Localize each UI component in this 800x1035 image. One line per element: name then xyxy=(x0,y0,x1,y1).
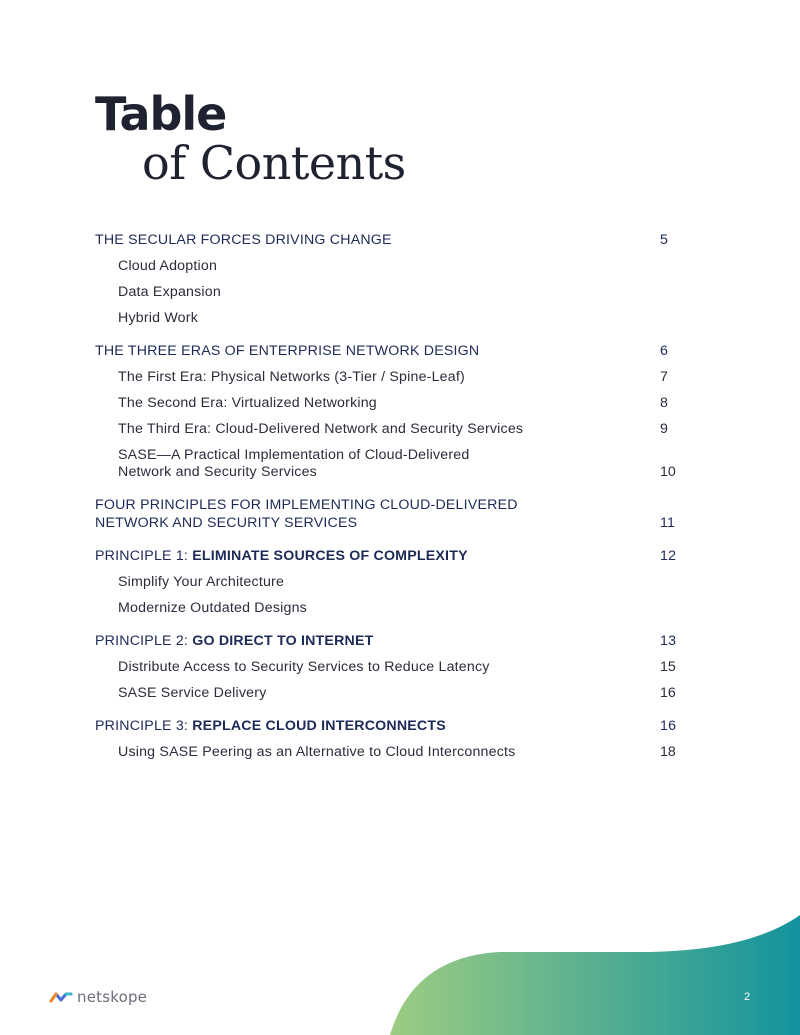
toc-section-label: THE SECULAR FORCES DRIVING CHANGE xyxy=(95,232,392,248)
toc-section-label: THE THREE ERAS OF ENTERPRISE NETWORK DESIGN xyxy=(95,343,480,359)
toc-section-title: REPLACE CLOUD INTERCONNECTS xyxy=(192,718,446,734)
toc-entry-label: Modernize Outdated Designs xyxy=(118,600,307,616)
netskope-logo xyxy=(49,988,147,1006)
toc-section-label-line-2: NETWORK AND SECURITY SERVICES xyxy=(95,515,358,531)
toc-section-prefix: PRINCIPLE 3: xyxy=(95,718,193,734)
toc-entry-label: Data Expansion xyxy=(118,284,221,300)
toc-entry-label: The Third Era: Cloud-Delivered Network and Security Services xyxy=(118,421,524,437)
toc-page-number: 15 xyxy=(660,659,676,675)
toc-entry-label-line-2: Network and Security Services xyxy=(118,464,317,480)
toc-section-prefix: PRINCIPLE 1: xyxy=(95,548,193,564)
toc-page-number: 6 xyxy=(660,343,669,359)
toc-page-number: 16 xyxy=(660,685,676,701)
logo-text: netskope xyxy=(77,988,148,1006)
toc-page-number: 9 xyxy=(660,421,668,437)
toc-page-number: 13 xyxy=(660,633,677,649)
toc-page-number: 7 xyxy=(660,369,668,385)
toc-page-number: 11 xyxy=(660,515,676,531)
page-number: 2 xyxy=(744,991,751,1003)
toc-entry-label: Hybrid Work xyxy=(118,310,198,326)
toc-entry-label-line-1: SASE—A Practical Implementation of Cloud-Delivered xyxy=(118,447,470,463)
toc-page-number: 18 xyxy=(660,744,676,760)
toc-entry-label: SASE Service Delivery xyxy=(118,685,267,701)
toc-page-number: 10 xyxy=(660,464,676,480)
netskope-logo-icon xyxy=(49,990,73,1004)
toc-entry-label: Using SASE Peering as an Alternative to Cloud Interconnects xyxy=(118,744,516,760)
toc-page-number: 12 xyxy=(660,548,677,564)
toc-section-title: ELIMINATE SOURCES OF COMPLEXITY xyxy=(192,548,468,564)
toc-entry-label: Cloud Adoption xyxy=(118,258,218,274)
toc-section-title: GO DIRECT TO INTERNET xyxy=(192,633,374,649)
toc-entry-label: The First Era: Physical Networks (3-Tier / Spine-Leaf) xyxy=(118,369,465,385)
title-line-2: of Contents xyxy=(142,136,406,190)
toc-entry-label: The Second Era: Virtualized Networking xyxy=(118,395,377,411)
toc-page-number: 8 xyxy=(660,395,668,411)
toc-page-number: 5 xyxy=(660,232,669,248)
title-line-1: Table xyxy=(95,87,227,141)
toc-entry-label: Distribute Access to Security Services to Reduce Latency xyxy=(118,659,490,675)
toc-section-prefix: PRINCIPLE 2: xyxy=(95,633,193,649)
toc-entry-label: Simplify Your Architecture xyxy=(118,574,285,590)
toc-page-number: 16 xyxy=(660,718,677,734)
toc-section-label-line-1: FOUR PRINCIPLES FOR IMPLEMENTING CLOUD-DELIVERED xyxy=(95,497,518,513)
